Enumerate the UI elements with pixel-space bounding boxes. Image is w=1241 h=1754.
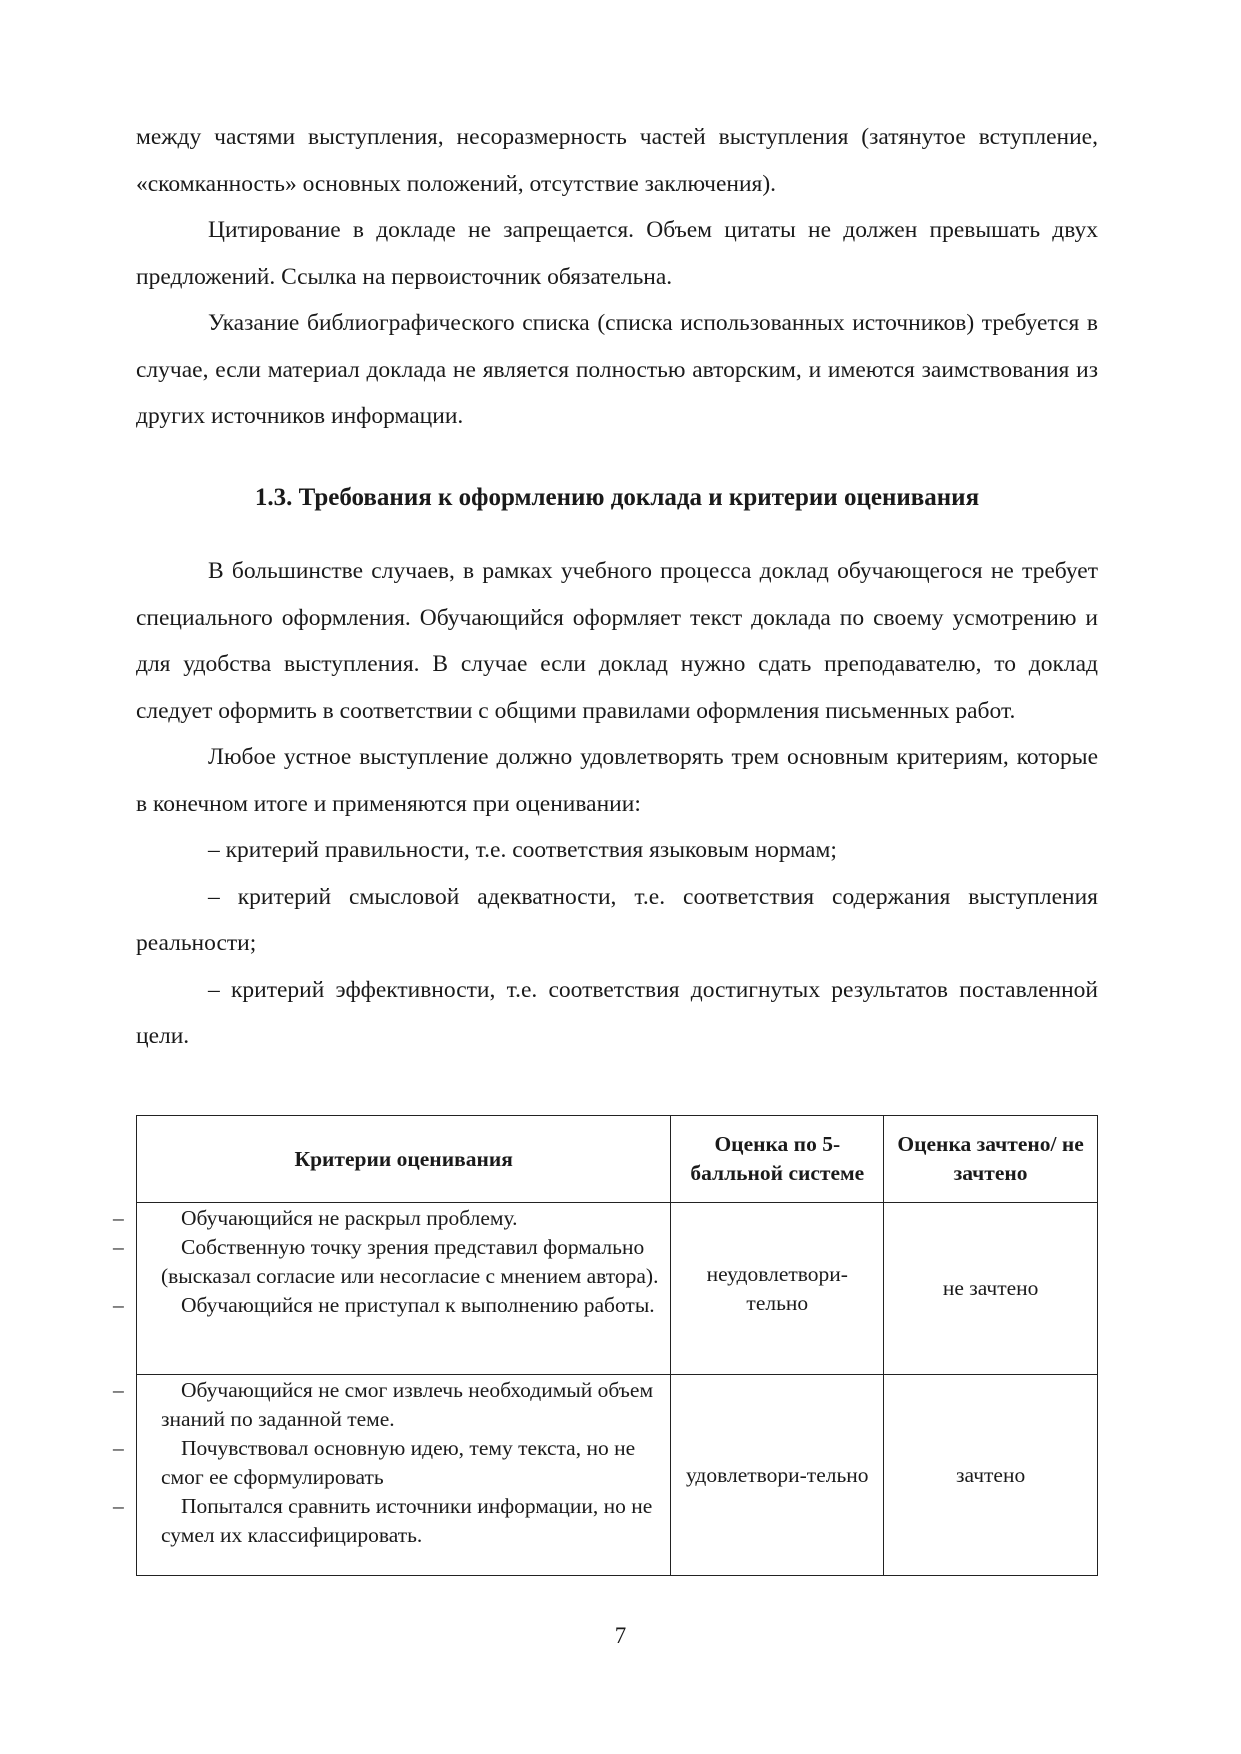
- table-row: [137, 1203, 1098, 1375]
- list-item: – критерий эффективности, т.е. соответствия достигнутых результатов поставленной цели.: [136, 976, 1098, 1049]
- criteria-item: – Попытался сравнить источники информации, но не сумел их классифицировать.: [113, 1494, 653, 1547]
- paragraph: между частями выступления, несоразмерность частей выступления (затянутое вступление, «скомканность» основных положений, отсутствие заключения).: [136, 124, 1098, 197]
- criteria-item: – Обучающийся не смог извлечь необходимый объем знаний по заданной теме.: [113, 1378, 654, 1431]
- criteria-table: [113, 1115, 1098, 1576]
- header-grade5: Оценка по 5-балльной системе: [671, 1116, 884, 1203]
- paragraph: Любое устное выступление должно удовлетворять трем основным критериям, которые в конечном итоге и применяются при оценивании:: [136, 744, 1098, 817]
- page-number: 7: [614, 1623, 627, 1648]
- criteria-item: – Обучающийся не раскрыл проблему.: [113, 1206, 518, 1230]
- grade5-cell: удовлетвори-тельно: [671, 1375, 884, 1576]
- table-header-row: [137, 1116, 1098, 1203]
- section-heading: 1.3. Требования к оформлению доклада и критерии оценивания: [254, 484, 980, 511]
- pass-cell: зачтено: [884, 1375, 1098, 1576]
- table-row: [137, 1375, 1098, 1576]
- header-pass: Оценка зачтено/ не зачтено: [884, 1116, 1098, 1203]
- criteria-item: – Обучающийся не приступал к выполнению работы.: [113, 1293, 655, 1317]
- list-item: – критерий смысловой адекватности, т.е. соответствия содержания выступления реальности;: [136, 883, 1098, 956]
- criteria-item: – Почувствовал основную идею, тему текста, но не смог ее сформулировать: [113, 1436, 636, 1489]
- list-item: – критерий правильности, т.е. соответствия языковым нормам;: [208, 837, 837, 863]
- criteria-item: – Собственную точку зрения представил формально (высказал согласие или несогласие с мнением автора).: [113, 1235, 659, 1288]
- grade5-cell: неудовлетвори-тельно: [671, 1203, 884, 1375]
- paragraph: В большинстве случаев, в рамках учебного процесса доклад обучающегося не требует специального оформления. Обучающийся оформляет текст доклада по своему усмотрению и для удобства выступления. В случае если доклад нужно сдать преподавателю, то доклад следует оформить в соответствии с общими правилами оформления письменных работ.: [136, 558, 1098, 724]
- main-paragraphs: [136, 548, 1098, 1060]
- paragraph: Цитирование в докладе не запрещается. Объем цитаты не должен превышать двух предложений. Ссылка на первоисточник обязательна.: [136, 217, 1098, 290]
- criteria-cell: [113, 1203, 671, 1375]
- paragraph: Указание библиографического списка (списка использованных источников) требуется в случае, если материал доклада не является полностью авторским, и имеются заимствования из других источников информации.: [136, 310, 1098, 429]
- top-paragraphs: [136, 114, 1098, 440]
- header-criteria: Критерии оценивания: [137, 1116, 671, 1203]
- criteria-table-wrap: [113, 1115, 1098, 1576]
- criteria-cell: [113, 1375, 671, 1576]
- pass-cell: не зачтено: [884, 1203, 1098, 1375]
